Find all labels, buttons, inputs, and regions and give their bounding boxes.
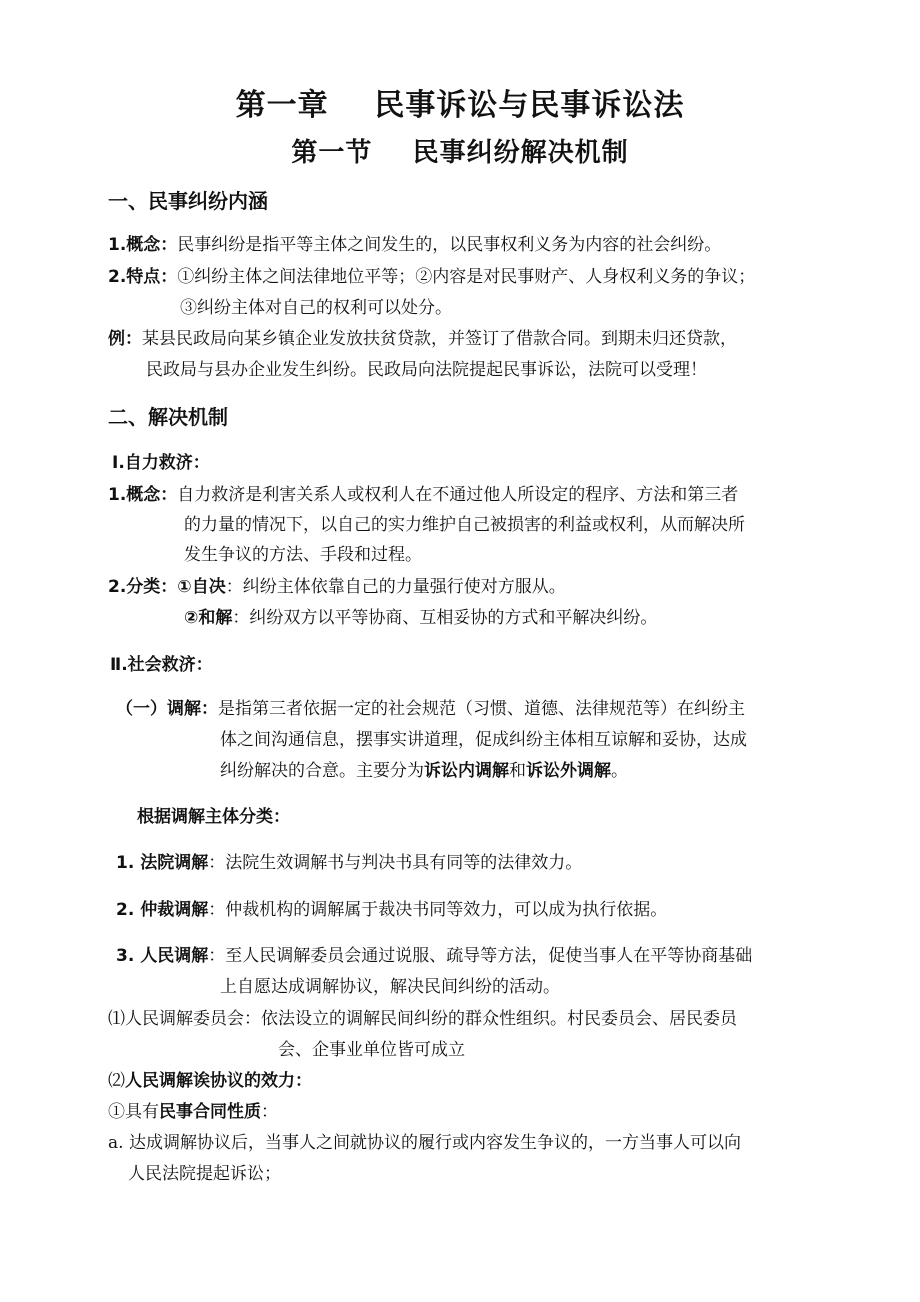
effect-heading-prefix: ⑵ <box>108 1071 125 1091</box>
part2-heading: 二、解决机制 <box>108 405 228 429</box>
part1-heading: 一、民事纠纷内涵 <box>108 189 268 213</box>
self-decision-term: ①自决 <box>177 577 226 597</box>
people-mediation-line-2: 上自愿达成调解协议，解决民间纠纷的活动。 <box>220 977 560 997</box>
mediation-text-3e: 。 <box>611 761 628 781</box>
arbitration-mediation-text: ：仲裁机构的调解属于裁决书同等效力，可以成为执行依据。 <box>208 900 668 920</box>
example-line-1 <box>108 328 737 350</box>
settlement-term: ②和解 <box>184 608 233 628</box>
classification-line-2 <box>184 607 657 629</box>
chapter-title: 第一章 民事诉讼与民事诉讼法 <box>235 88 685 123</box>
mediation-line-1 <box>116 698 745 720</box>
example-text-1: 某县民政局向某乡镇企业发放扶贫贷款，并签订了借款合同。到期未归还贷款， <box>142 329 737 349</box>
court-mediation-text: ：法院生效调解书与判决书具有同等的法律效力。 <box>208 853 583 873</box>
concept-label: 1.概念： <box>108 235 178 255</box>
mediation-line-3 <box>220 760 628 782</box>
concept-line <box>108 234 721 256</box>
features-text-1: ①纠纷主体之间法律地位平等；②内容是对民事财产、人身权利义务的争议； <box>177 267 756 287</box>
people-mediation-label: 3. 人民调解 <box>116 946 209 966</box>
effect-heading-line <box>108 1070 312 1092</box>
self-decision-text: ：纠纷主体依靠自己的力量强行使对方服从。 <box>225 577 566 597</box>
self-help-concept-label: 1.概念： <box>108 485 178 505</box>
classification-line-1 <box>108 576 566 598</box>
court-mediation-label: 1. 法院调解 <box>116 853 209 873</box>
self-help-concept-line-3: 发生争议的方法、手段和过程。 <box>184 545 422 565</box>
classification-label: 2.分类： <box>108 577 178 597</box>
item-a-line-1: a. 达成调解协议后，当事人之间就协议的履行或内容发生争议的，一方当事人可以向 <box>108 1133 741 1153</box>
arbitration-mediation-label: 2. 仲裁调解 <box>116 900 209 920</box>
self-help-concept-line-2: 的力量的情况下，以自己的实力维护自己被损害的利益或权利，从而解决所 <box>184 515 745 535</box>
mediation-text-3c: 和 <box>509 761 526 781</box>
civil-nature-term: 民事合同性质 <box>159 1102 261 1122</box>
social-help-heading: Ⅱ.社会救济： <box>110 655 213 675</box>
concept-text: 民事纠纷是指平等主体之间发生的，以民事权利义务为内容的社会纠纷。 <box>177 235 722 255</box>
people-mediation-text-1: ：至人民调解委员会通过说服、疏导等方法，促使当事人在平等协商基础 <box>208 946 753 966</box>
court-mediation-line <box>116 852 582 874</box>
settlement-text: ：纠纷双方以平等协商、互相妥协的方式和平解决纠纷。 <box>232 608 658 628</box>
in-litigation-mediation: 诉讼内调解 <box>424 761 509 781</box>
features-line-2: ③纠纷主体对自己的权利可以处分。 <box>180 298 452 318</box>
self-help-concept-line-1 <box>108 484 738 506</box>
effect-heading: 人民调解诶协议的效力： <box>125 1071 312 1091</box>
people-mediation-line-1 <box>116 945 752 967</box>
features-label: 2.特点： <box>108 267 178 287</box>
mediation-text-3a: 纠纷解决的合意。主要分为 <box>220 761 424 781</box>
civil-nature-line <box>108 1101 278 1123</box>
committee-line-1: ⑴人民调解委员会：依法设立的调解民间纠纷的群众性组织。村民委员会、居民委员 <box>108 1009 737 1029</box>
committee-line-2: 会、企事业单位皆可成立 <box>278 1040 465 1060</box>
mediation-line-2: 体之间沟通信息，摆事实讲道理，促成纠纷主体相互谅解和妥协，达成 <box>220 730 747 750</box>
civil-nature-suffix: ： <box>261 1102 278 1122</box>
self-help-heading: Ⅰ.自力救济： <box>112 453 210 473</box>
mediation-label: （一）调解： <box>116 699 218 719</box>
features-line-1 <box>108 266 755 288</box>
classify-heading: 根据调解主体分类： <box>137 807 290 827</box>
example-label: 例： <box>108 329 142 349</box>
out-of-litigation-mediation: 诉讼外调解 <box>526 761 611 781</box>
example-line-2: 民政局与县办企业发生纠纷。民政局向法院提起民事诉讼，法院可以受理！ <box>146 360 707 380</box>
arbitration-mediation-line <box>116 899 667 921</box>
item-a-line-2: 人民法院提起诉讼； <box>128 1164 281 1184</box>
self-help-concept-text-1: 自力救济是利害关系人或权利人在不通过他人所设定的程序、方法和第三者 <box>177 485 739 505</box>
mediation-text-1: 是指第三者依据一定的社会规范（习惯、道德、法律规范等）在纠纷主 <box>218 699 745 719</box>
civil-nature-prefix: ①具有 <box>108 1102 159 1122</box>
section-title: 第一节 民事纠纷解决机制 <box>291 138 629 168</box>
